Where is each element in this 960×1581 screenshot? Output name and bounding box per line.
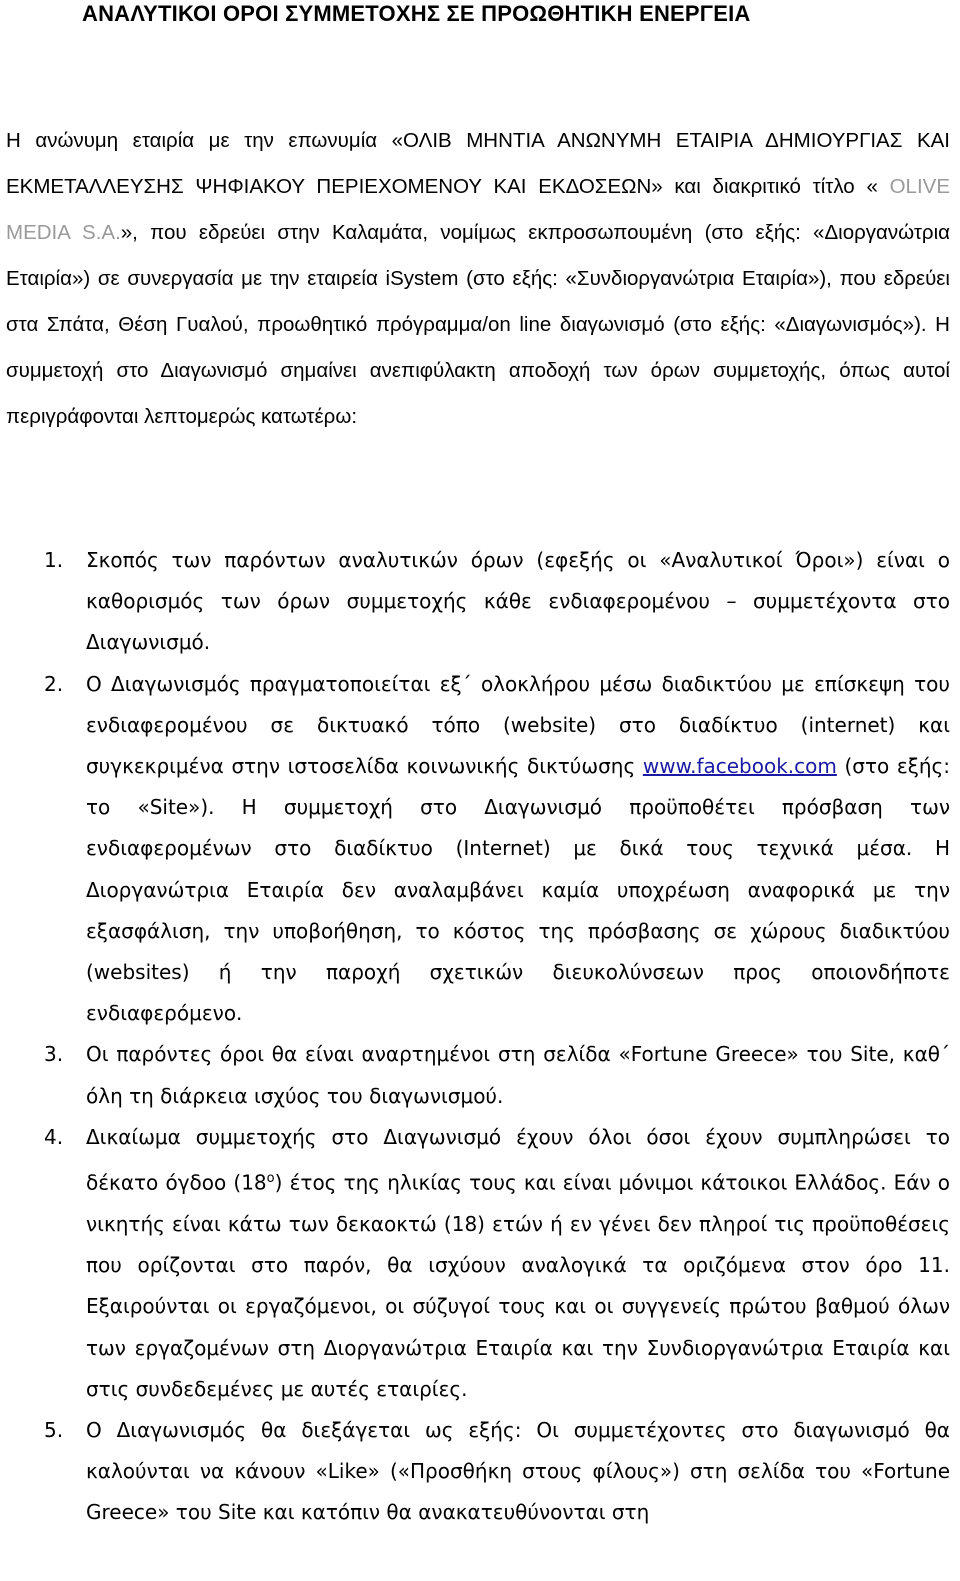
document-title: ΑΝΑΛΥΤΙΚΟΙ ΟΡΟΙ ΣΥΜΜΕΤΟΧΗΣ ΣΕ ΠΡΟΩΘΗΤΙΚΗ ΕΝΕΡΓΕΙΑ xyxy=(82,1,751,26)
term-text: Ο Διαγωνισμός θα διεξάγεται ως εξής: Οι συμμετέχοντες στο διαγωνισμό θα καλούνται να κάνουν «Like» («Προσθήκη στους φίλους») στη σελίδα του «Fortune Greece» του Site και κατόπιν θα ανακατευθύνονται στη xyxy=(86,1417,950,1525)
term-text-continued: ) έτος της ηλικίας τους και είναι μόνιμοι κάτοικοι Ελλάδος. Εάν ο νικητής είναι κάτω των δεκαοκτώ (18) ετών ή εν γένει δεν πληροί τις προϋποθέσεις που ορίζονται στο παρόν, θα ισχύουν αναλογικά τα οριζόμενα στον όρο 11. Εξαιρούνται οι εργαζόμενοι, οι σύζυγοί τους και οι συγγενείς πρώτου βαθμού όλων των εργαζομένων στη Διοργανώτρια Εταιρία και την Συνδιοργανώτρια Εταιρία και στις συνδεδεμένες με αυτές εταιρίες. xyxy=(86,1170,950,1401)
term-text: Σκοπός των παρόντων αναλυτικών όρων (εφεξής οι «Αναλυτικοί Όροι») είναι ο καθορισμός των όρων συμμετοχής κάθε ενδιαφερομένου – συμμετέχοντα στο Διαγωνισμό. xyxy=(86,548,950,655)
term-text: Δικαίωμα συμμετοχής στο Διαγωνισμό έχουν όλοι όσοι έχουν συμπληρώσει το δέκατο όγδοο (18 xyxy=(86,1124,950,1195)
term-item-1 xyxy=(0,540,950,664)
term-number: 3. xyxy=(44,1042,64,1067)
term-item-3 xyxy=(0,1034,950,1116)
facebook-link[interactable]: www.facebook.com xyxy=(642,754,837,779)
ordinal-superscript: ο xyxy=(266,1171,275,1187)
term-text: Οι παρόντες όροι θα είναι αναρτημένοι στη σελίδα «Fortune Greece» του Site, καθ΄ όλη τη διάρκεια ισχύος του διαγωνισμού. xyxy=(86,1042,950,1108)
term-number: 2. xyxy=(44,671,64,696)
term-item-4 xyxy=(0,1117,950,1410)
term-item-2 xyxy=(0,664,950,1035)
term-number: 4. xyxy=(44,1124,64,1149)
intro-paragraph xyxy=(6,118,950,440)
intro-text-end: », που εδρεύει στην Καλαμάτα, νομίμως εκπροσωπουμένη (στο εξής: «Διοργανώτρια Εταιρία») σε συνεργασία με την εταιρεία iSystem (στο εξής: «Συνδιοργανώτρια Εταιρία»), που εδρεύει στα Σπάτα, Θέση Γυαλού, προωθητικό πρόγραμμα/on line διαγωνισμό (στο εξής: «Διαγωνισμός»). Η συμμετοχή στο Διαγωνισμό σημαίνει ανεπιφύλακτη αποδοχή των όρων συμμετοχής, όπως αυτοί περιγράφονται λεπτομερώς κατωτέρω: xyxy=(6,221,950,428)
term-text-continued: (στο εξής: το «Site»). Η συμμετοχή στο Διαγωνισμό προϋποθέτει πρόσβαση των ενδιαφερομένων στο διαδίκτυο (Internet) με δικά τους τεχνικά μέσα. Η Διοργανώτρια Εταιρία δεν αναλαμβάνει καμία υποχρέωση αναφορικά με την εξασφάλιση, την υποβοήθηση, το κόστος της πρόσβασης σε χώρους διαδικτύου (websites) ή την παροχή σχετικών διευκολύνσεων προς οποιονδήποτε ενδιαφερόμενο. xyxy=(86,754,951,1026)
term-item-5 xyxy=(0,1410,950,1534)
term-number: 1. xyxy=(44,548,64,572)
term-number: 5. xyxy=(44,1417,64,1442)
intro-text-start: Η ανώνυμη εταιρία με την επωνυμία «ΟΛΙΒ ΜΗΝΤΙΑ ΑΝΩΝΥΜΗ ΕΤΑΙΡΙΑ ΔΗΜΙΟΥΡΓΙΑΣ ΚΑΙ ΕΚΜΕΤΑΛΛΕΥΣΗΣ ΨΗΦΙΑΚΟΥ ΠΕΡΙΕΧΟΜΕΝΟΥ ΚΑΙ ΕΚΔΟΣΕΩΝ» και διακριτικό τίτλο « xyxy=(6,129,950,198)
terms-list xyxy=(0,540,950,1534)
company-brand-name: OLIVE MEDIA S.A. xyxy=(6,175,950,244)
term-text: Ο Διαγωνισμός πραγματοποιείται εξ΄ ολοκλήρου μέσω διαδικτύου με επίσκεψη του ενδιαφερομένου σε δικτυακό τόπο (website) στο διαδίκτυο (internet) και συγκεκριμένα στην ιστοσελίδα κοινωνικής δικτύωσης xyxy=(86,671,950,779)
